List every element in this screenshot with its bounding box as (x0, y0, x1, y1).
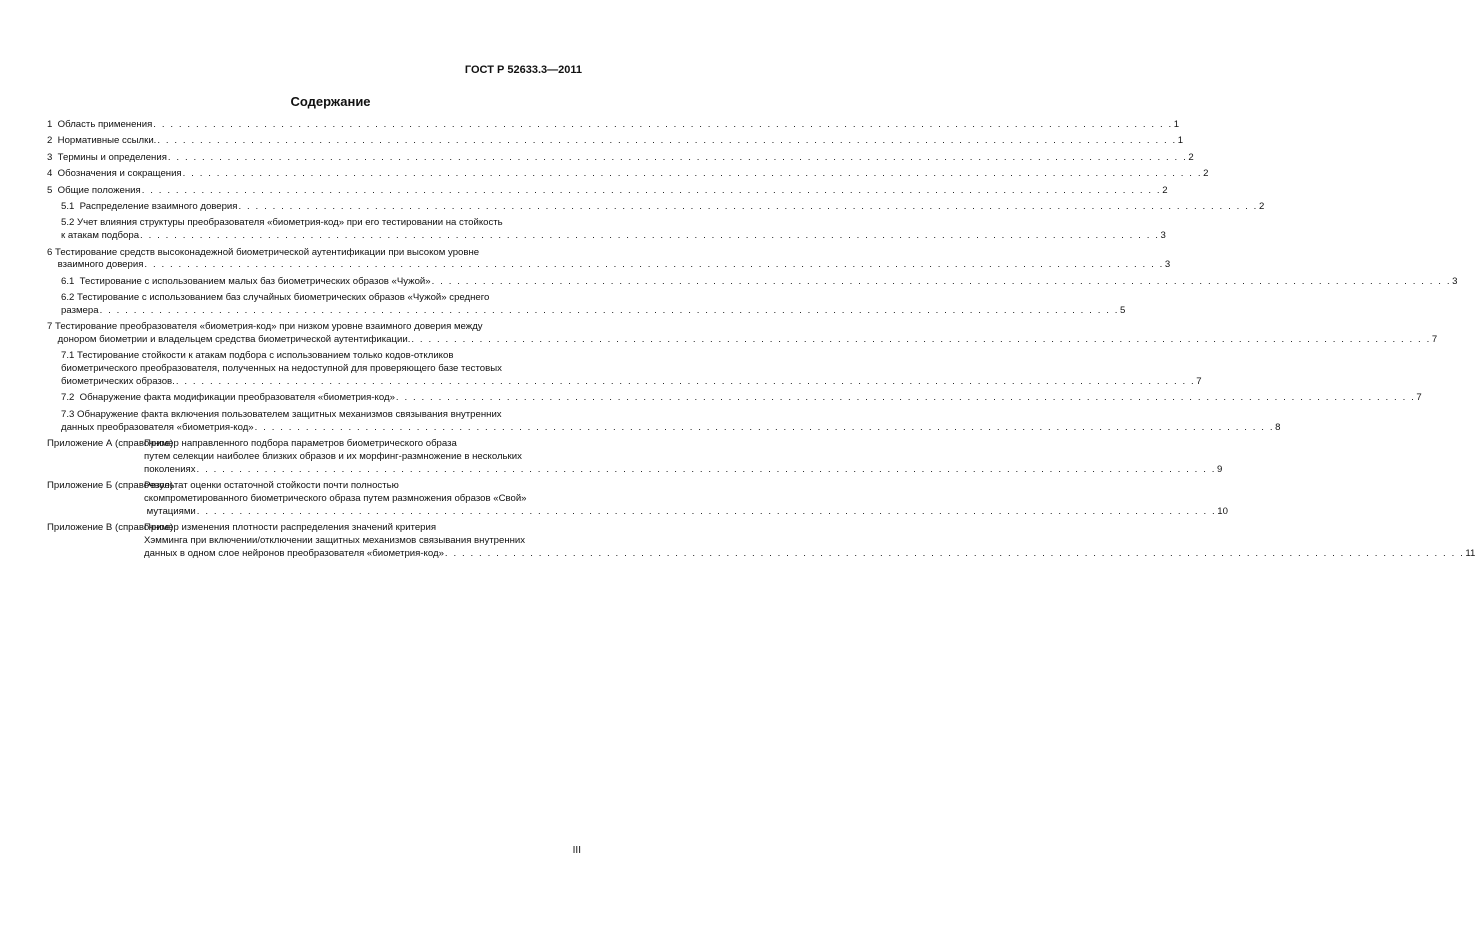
dot-leader: . . . . . . . . . . . . . . . . . . . . . . . . . . . . . . . . . . . . . . . . . . . . . . . . . . . . . . . . . . . . . . . . . . . . . . . . . . . . . . . . . . . . . . . . . . . . . . . . . . . . . . . . . . . . . . . . . . . . . . . . (196, 505, 1217, 517)
toc-entry-text: 6.1 Тестирование с использованием малых баз биометрических образов «Чужой» (61, 275, 431, 287)
toc-entry-text: мутациями (144, 505, 196, 517)
toc-row (61, 376, 1202, 389)
toc-entry-text: размера (61, 304, 99, 316)
toc-page-number: 7 (1196, 376, 1202, 388)
toc-page-number: 7 (1416, 392, 1422, 404)
dot-leader: . . . . . . . . . . . . . . . . . . . . . . . . . . . . . . . . . . . . . . . . . . . . . . . . . . . . . . . . . . . . . . . . . . . . . . . . . . . . . . . . . . . . . . . . . . . . . . . . . . . . . . . . . . . . . . . . . . . . . . . . (153, 119, 1173, 130)
page-number: III (572, 845, 581, 856)
toc-entry-line: 6.2 Тестирование с использованием баз случайных биометрических образов «Чужой» среднего (61, 292, 490, 304)
toc-page-number: 2 (1258, 200, 1265, 212)
toc-entry[interactable] (47, 135, 1184, 148)
page-title: Содержание (290, 94, 371, 109)
toc-row (61, 304, 1126, 318)
toc-entry[interactable] (47, 184, 1168, 198)
toc-entry-line: 7 Тестирование преобразователя «биометрия-код» при низком уровне взаимного доверия между (47, 321, 483, 333)
appendix-title-line: скомпрометированного биометрического образа путем размножения образов «Свой» (144, 492, 527, 504)
toc-entry[interactable] (47, 321, 1438, 347)
toc-entry-text: 1 Область применения (47, 119, 153, 130)
dot-leader: . . . . . . . . . . . . . . . . . . . . . . . . . . . . . . . . . . . . . . . . . . . . . . . . . . . . . . . . . . . . . . . . . . . . . . . . . . . . . . . . . . . . . . . . . . . . . . . . . . . . . . . . . . . . . . . . . . . . . . . . (157, 135, 1177, 147)
toc-row (47, 184, 1168, 198)
toc-entry-line: 6 Тестирование средств высоконадежной биометрической аутентификации при высоком уровне (47, 246, 480, 258)
toc-page-number: 3 (1160, 230, 1166, 242)
appendix-title (144, 522, 1475, 560)
appendix-entry[interactable] (47, 480, 1228, 518)
dot-leader: . . . . . . . . . . . . . . . . . . . . . . . . . . . . . . . . . . . . . . . . . . . . . . . . . . . . . . . . . . . . . . . . . . . . . . . . . . . . . . . . . . . . . . . . . . . . . . . . . . . . . . . . . . . . . . . . . . . . . . . . (144, 259, 1164, 271)
toc-entry[interactable] (47, 350, 1202, 388)
toc-row (47, 259, 1171, 272)
toc-row (144, 464, 1222, 477)
toc-entry-text: 7.2 Обнаружение факта модификации преобразователя «биометрия-код» (61, 392, 395, 404)
toc-entry-text: 5.1 Распределение взаимного доверия (61, 200, 238, 212)
toc-entry-line: 5.2 Учет влияния структуры преобразователя «биометрия-код» при его тестировании на стойкость (61, 217, 503, 229)
dot-leader: . . . . . . . . . . . . . . . . . . . . . . . . . . . . . . . . . . . . . . . . . . . . . . . . . . . . . . . . . . . . . . . . . . . . . . . . . . . . . . . . . . . . . . . . . . . . . . . . . . . . . . . . . . . . . . . . . . . . . . . . (411, 334, 1431, 346)
toc-row (47, 168, 1209, 181)
appendix-entry[interactable] (47, 522, 1475, 560)
document-id: ГОСТ Р 52633.3—2011 (464, 64, 582, 76)
toc-row (47, 334, 1438, 347)
toc-row (61, 200, 1265, 214)
dot-leader: . . . . . . . . . . . . . . . . . . . . . . . . . . . . . . . . . . . . . . . . . . . . . . . . . . . . . . . . . . . . . . . . . . . . . . . . . . . . . . . . . . . . . . . . . . . . . . . . . . . . . . . . . . . . . . . . . . . . . . . . (444, 547, 1465, 559)
appendix-label: Приложение В (справочное) (47, 522, 174, 534)
toc-row (61, 421, 1281, 435)
toc-row (61, 392, 1422, 405)
toc-entry-text: 2 Нормативные ссылки. (47, 135, 157, 147)
toc-page-number: 10 (1217, 505, 1228, 517)
toc-entry-line: биометрического преобразователя, полученных на недоступной для проверяющего базе тестовых (61, 363, 502, 375)
toc-entry[interactable] (47, 151, 1194, 165)
appendix-title-line: путем селекции наиболее близких образов и их морфинг-размножение в нескольких (144, 450, 522, 462)
toc-entry-text: 4 Обозначения и сокращения (47, 168, 182, 180)
appendix-title (144, 438, 1222, 476)
toc-entry[interactable] (47, 200, 1265, 214)
toc-entry-text: донором биометрии и владельцем средства биометрической аутентификации. (47, 334, 411, 346)
appendix-title-line: Результат оценки остаточной стойкости почти полностью (144, 480, 399, 492)
dot-leader: . . . . . . . . . . . . . . . . . . . . . . . . . . . . . . . . . . . . . . . . . . . . . . . . . . . . . . . . . . . . . . . . . . . . . . . . . . . . . . . . . . . . . . . . . . . . . . . . . . . . . . . . . . . . . . . . . . . . . . . . (175, 376, 1196, 388)
toc-page-number: 3 (1164, 259, 1171, 271)
appendix-title (144, 480, 1228, 518)
dot-leader: . . . . . . . . . . . . . . . . . . . . . . . . . . . . . . . . . . . . . . . . . . . . . . . . . . . . . . . . . . . . . . . . . . . . . . . . . . . . . . . . . . . . . . . . . . . . . . . . . . . . . . . . . . . . . . . . . . . . . . . . (141, 184, 1162, 196)
toc-page-number: 2 (1188, 151, 1194, 163)
toc-row (47, 151, 1194, 165)
toc-page-number: 3 (1452, 275, 1458, 287)
toc-page-number: 8 (1275, 421, 1281, 433)
toc-entry[interactable] (47, 275, 1458, 289)
appendix-label: Приложение Б (справочное) (47, 480, 174, 492)
toc-page-number: 11 (1465, 547, 1475, 559)
toc-page-number: 1 (1173, 119, 1180, 130)
toc-entry-text: данных преобразователя «биометрия-код» (61, 421, 254, 433)
toc-entry-text: к атакам подбора (61, 230, 140, 242)
toc-entry[interactable] (47, 408, 1281, 435)
dot-leader: . . . . . . . . . . . . . . . . . . . . . . . . . . . . . . . . . . . . . . . . . . . . . . . . . . . . . . . . . . . . . . . . . . . . . . . . . . . . . . . . . . . . . . . . . . . . . . . . . . . . . . . . . . . . . . . . . . . . . . . . (431, 275, 1452, 287)
appendix-title-line: Пример изменения плотности распределения значений критерия (144, 522, 437, 534)
toc-entry[interactable] (47, 292, 1126, 318)
appendix-label: Приложение А (справочное) (47, 438, 174, 450)
toc-entry-line: 7.1 Тестирование стойкости к атакам подбора с использованием только кодов-откликов (61, 350, 454, 362)
table-of-contents (47, 119, 1475, 564)
toc-entry[interactable] (47, 246, 1171, 273)
toc-page-number: 2 (1162, 184, 1168, 196)
appendix-title-line: Хэмминга при включении/отключении защитных механизмов связывания внутренних (144, 534, 526, 546)
toc-entry-text: поколениях (144, 463, 196, 475)
dot-leader: . . . . . . . . . . . . . . . . . . . . . . . . . . . . . . . . . . . . . . . . . . . . . . . . . . . . . . . . . . . . . . . . . . . . . . . . . . . . . . . . . . . . . . . . . . . . . . . . . . . . . . . . . . . . . . . . . . . . . . . . (196, 463, 1216, 475)
toc-row (61, 275, 1458, 289)
toc-entry-text: биометрических образов. (61, 376, 175, 388)
toc-row (47, 135, 1184, 148)
toc-entry[interactable] (47, 392, 1422, 405)
toc-page-number: 5 (1120, 304, 1126, 316)
toc-entry[interactable] (47, 217, 1166, 243)
dot-leader: . . . . . . . . . . . . . . . . . . . . . . . . . . . . . . . . . . . . . . . . . . . . . . . . . . . . . . . . . . . . . . . . . . . . . . . . . . . . . . . . . . . . . . . . . . . . . . . . . . . . . . . . . . . . . . . . . . . . . . . . (182, 168, 1203, 180)
dot-leader: . . . . . . . . . . . . . . . . . . . . . . . . . . . . . . . . . . . . . . . . . . . . . . . . . . . . . . . . . . . . . . . . . . . . . . . . . . . . . . . . . . . . . . . . . . . . . . . . . . . . . . . . . . . . . . . . . . . . . . . . (395, 392, 1416, 404)
dot-leader: . . . . . . . . . . . . . . . . . . . . . . . . . . . . . . . . . . . . . . . . . . . . . . . . . . . . . . . . . . . . . . . . . . . . . . . . . . . . . . . . . . . . . . . . . . . . . . . . . . . . . . . . . . . . . . . . . . . . . . . . (99, 304, 1120, 316)
toc-page-number: 1 (1177, 135, 1184, 147)
dot-leader: . . . . . . . . . . . . . . . . . . . . . . . . . . . . . . . . . . . . . . . . . . . . . . . . . . . . . . . . . . . . . . . . . . . . . . . . . . . . . . . . . . . . . . . . . . . . . . . . . . . . . . . . . . . . . . . . . . . . . . . . (254, 421, 1275, 433)
toc-row (144, 506, 1228, 519)
toc-entry-text: взаимного доверия (47, 259, 144, 271)
toc-page-number: 7 (1431, 334, 1438, 346)
toc-page-number: 9 (1217, 463, 1223, 475)
toc-entry[interactable] (47, 168, 1209, 181)
dot-leader: . . . . . . . . . . . . . . . . . . . . . . . . . . . . . . . . . . . . . . . . . . . . . . . . . . . . . . . . . . . . . . . . . . . . . . . . . . . . . . . . . . . . . . . . . . . . . . . . . . . . . . . . . . . . . . . . . . . . . . . . (238, 200, 1258, 212)
toc-entry-line: 7.3 Обнаружение факта включения пользователем защитных механизмов связывания внутренних (61, 408, 502, 420)
appendix-entry[interactable] (47, 438, 1223, 476)
toc-entry[interactable] (47, 119, 1180, 132)
dot-leader: . . . . . . . . . . . . . . . . . . . . . . . . . . . . . . . . . . . . . . . . . . . . . . . . . . . . . . . . . . . . . . . . . . . . . . . . . . . . . . . . . . . . . . . . . . . . . . . . . . . . . . . . . . . . . . . . . . . . . . . . (140, 230, 1160, 242)
toc-row (47, 119, 1180, 132)
toc-entry-text: данных в одном слое нейронов преобразователя «биометрия-код» (144, 547, 444, 559)
toc-entry-text: 5 Общие положения (47, 184, 141, 196)
appendix-title-line: Пример направленного подбора параметров биометрического образа (144, 438, 457, 450)
dot-leader: . . . . . . . . . . . . . . . . . . . . . . . . . . . . . . . . . . . . . . . . . . . . . . . . . . . . . . . . . . . . . . . . . . . . . . . . . . . . . . . . . . . . . . . . . . . . . . . . . . . . . . . . . . . . . . . . . . . . . . . . (167, 151, 1188, 163)
toc-entry-text: 3 Термины и определения (47, 151, 167, 163)
toc-row (61, 230, 1166, 243)
toc-page-number: 2 (1203, 168, 1209, 180)
toc-row (144, 548, 1475, 561)
